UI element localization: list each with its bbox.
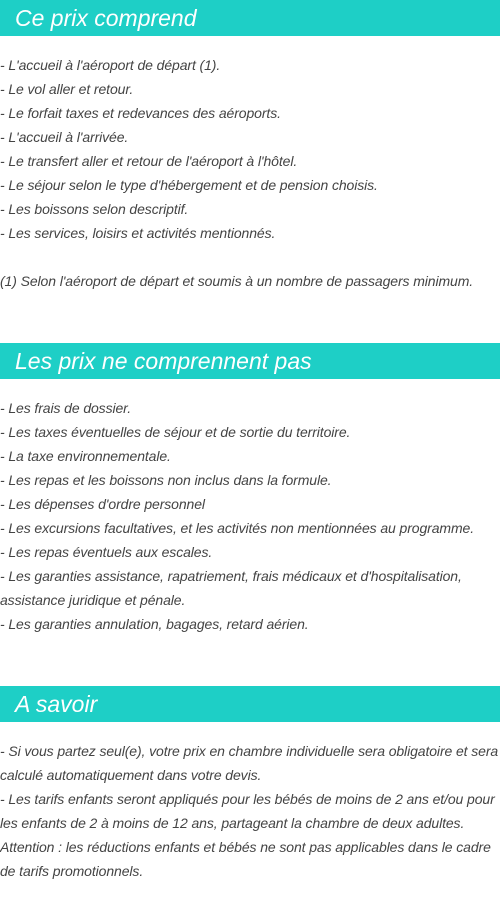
list-item: - L'accueil à l'arrivée.	[0, 129, 129, 145]
list-item: - Les garanties annulation, bagages, retard aérien.	[0, 616, 309, 632]
list-item: - Le transfert aller et retour de l'aéroport à l'hôtel.	[0, 153, 298, 169]
footnote: (1) Selon l'aéroport de départ et soumis à un nombre de passagers minimum.	[0, 273, 474, 289]
section-title-included: Ce prix comprend	[0, 0, 500, 36]
list-item: - Si vous partez seul(e), votre prix en chambre individuelle sera obligatoire et sera calculé automatiquement dans votre devis.	[0, 743, 499, 783]
list-item: - Les repas éventuels aux escales.	[0, 544, 213, 560]
list-item: - Les repas et les boissons non inclus dans la formule.	[0, 472, 332, 488]
list-item: - La taxe environnementale.	[0, 448, 171, 464]
list-item: - Les tarifs enfants seront appliqués pour les bébés de moins de 2 ans et/ou pour les enfants de 2 à moins de 12 ans, partageant la chambre de deux adultes.	[0, 791, 495, 831]
included-list	[0, 53, 500, 293]
spacer	[0, 245, 500, 269]
list-item: - Les taxes éventuelles de séjour et de sortie du territoire.	[0, 424, 351, 440]
good-to-know-list	[0, 739, 500, 883]
list-item: Attention : les réductions enfants et bébés ne sont pas applicables dans le cadre de tarifs promotionnels.	[0, 839, 491, 879]
list-item: - Les excursions facultatives, et les activités non mentionnées au programme.	[0, 520, 474, 536]
list-item: - Les garanties assistance, rapatriement, frais médicaux et d'hospitalisation, assistance juridique et pénale.	[0, 568, 462, 608]
section-title-good-to-know: A savoir	[0, 686, 500, 722]
list-item: - L'accueil à l'aéroport de départ (1).	[0, 57, 221, 73]
list-item: - Les dépenses d'ordre personnel	[0, 496, 205, 512]
list-item: - Les boissons selon descriptif.	[0, 201, 189, 217]
section-title-not-included: Les prix ne comprennent pas	[0, 343, 500, 379]
list-item: - Les frais de dossier.	[0, 400, 132, 416]
list-item: - Le séjour selon le type d'hébergement et de pension choisis.	[0, 177, 378, 193]
list-item: - Les services, loisirs et activités mentionnés.	[0, 225, 276, 241]
not-included-list	[0, 396, 500, 636]
list-item: - Le forfait taxes et redevances des aéroports.	[0, 105, 281, 121]
list-item: - Le vol aller et retour.	[0, 81, 134, 97]
